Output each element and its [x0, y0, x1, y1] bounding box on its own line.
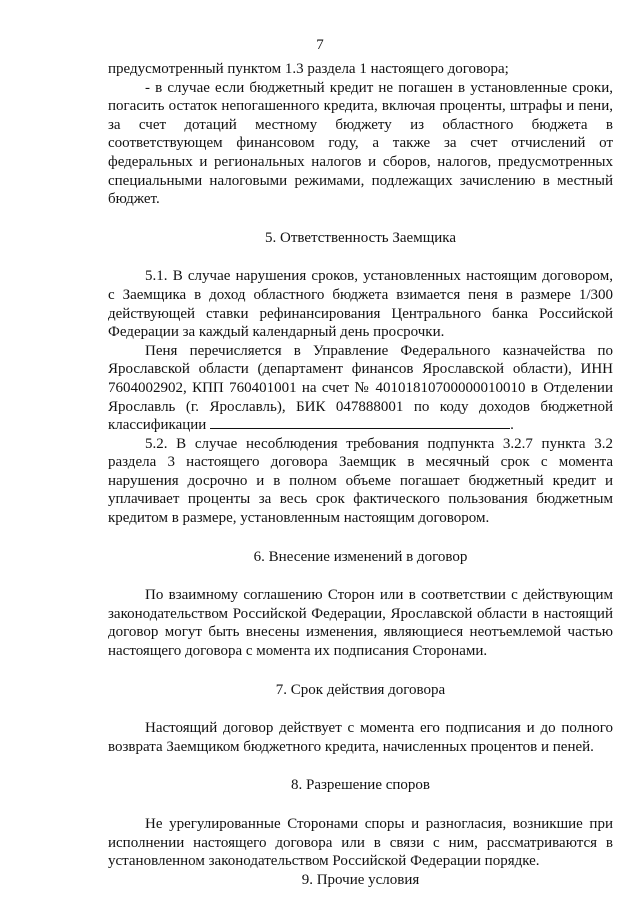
penalty-transfer-text: Пеня перечисляется в Управление Федерального казначейства по Ярославской области (департамент финансов Ярославской области), ИНН 7604002902, КПП 760401001 на счет № 40101810700000010010 в Отделении Ярославль (г. Ярославль), БИК 047888001 по коду доходов бюджетной классификации [108, 342, 613, 434]
paragraph-repayment-clause: - в случае если бюджетный кредит не погашен в установленные сроки, погасить остаток непогашенного кредита, включая проценты, штрафы и пени, за счет дотаций местному бюджету из областного бюджета в соответствующем финансовом году, а также за счет отчислений от федеральных и региональных налогов и сборов, налогов, предусмотренных специальными налоговыми режимами, подлежащих зачислению в местный бюджет. [108, 79, 613, 208]
paragraph-7: Настоящий договор действует с момента его подписания и до полного возврата Заемщиком бюджетного кредита, начисленных процентов и пеней. [108, 720, 613, 755]
page-number: 7 [316, 37, 324, 53]
section-heading-6: 6. Внесение изменений в договор [253, 548, 468, 565]
paragraph-5-2: 5.2. В случае несоблюдения требования подпункта 3.2.7 пункта 3.2 раздела 3 настоящего договора Заемщик в месячный срок с момента нарушения досрочно и в полном объеме погашает бюджетный кредит и уплачивает проценты за весь срок фактического пользования бюджетным кредитом в размере, установленным настоящим договором. [108, 435, 613, 527]
section-heading-5: 5. Ответственность Заемщика [265, 229, 456, 246]
paragraph-5-1-penalty-transfer [108, 342, 613, 435]
section-heading-9: 9. Прочие условия [301, 871, 420, 888]
paragraph-8: Не урегулированные Сторонами споры и разногласия, возникшие при исполнении настоящего договора или в связи с ним, рассматриваются в установленном законодательством Российской Федерации порядке. [108, 816, 613, 870]
penalty-transfer-end: . [510, 417, 514, 434]
document-body [108, 60, 613, 889]
section-heading-7: 7. Срок действия договора [275, 681, 446, 698]
blank-underline [210, 416, 510, 429]
paragraph-6: По взаимному соглашению Сторон или в соответствии с действующим законодательством Российской Федерации, Ярославской области в настоящий договор могут быть внесены изменения, являющиеся неотъемлемой частью настоящего договора с момента их подписания Сторонами. [108, 587, 613, 660]
section-heading-8: 8. Разрешение споров [290, 777, 431, 794]
paragraph-continuation: предусмотренный пунктом 1.3 раздела 1 настоящего договора; [108, 61, 509, 77]
paragraph-5-1: 5.1. В случае нарушения сроков, установленных настоящим договором, с Заемщика в доход областного бюджета взимается пеня в размере 1/300 действующей ставки рефинансирования Центрального банка Российской Федерации за каждый календарный день просрочки. [108, 268, 613, 341]
